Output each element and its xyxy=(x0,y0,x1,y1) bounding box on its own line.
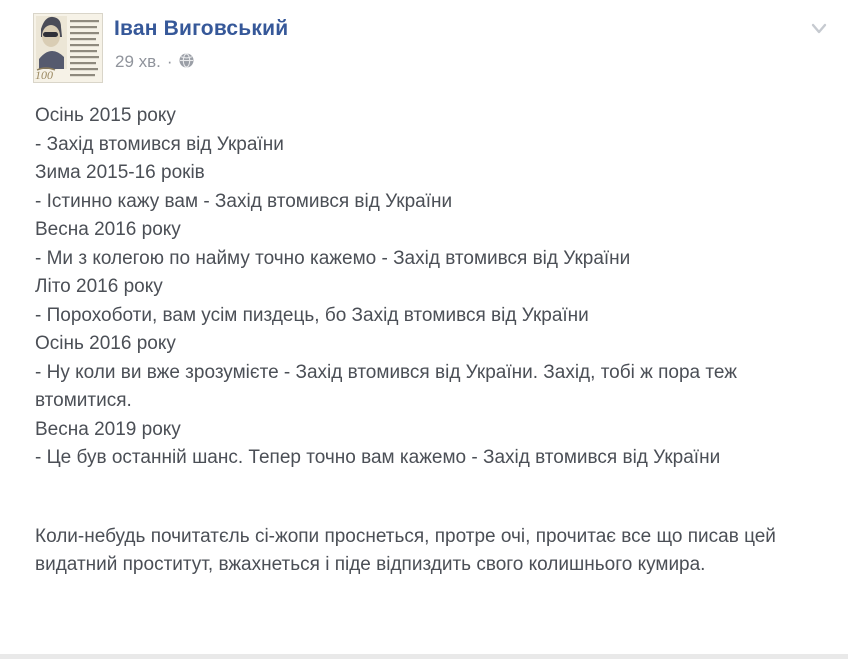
post-meta xyxy=(115,51,194,73)
closing-paragraph: Коли-небудь почитатєль сі-жопи проснеться, протре очі, прочитає все що писав цей видатний проститут, вжахнеться і піде відпиздить свого колишнього кумира. xyxy=(35,525,776,575)
post-body-text xyxy=(35,102,814,580)
post-line: Весна 2016 року xyxy=(35,219,181,240)
globe-icon xyxy=(179,53,194,73)
timestamp-link[interactable]: 29 хв. xyxy=(115,52,161,71)
post-line: Осінь 2015 року xyxy=(35,105,176,126)
post-line: - Ну коли ви вже зрозумієте - Захід втомився від України. Захід, тобі ж пора теж втомитися. xyxy=(35,361,737,411)
bottom-divider xyxy=(0,654,848,659)
post-options-button[interactable] xyxy=(806,16,832,42)
post-header xyxy=(0,0,848,96)
post-line: Літо 2016 року xyxy=(35,276,163,297)
post-line: - Ми з колегою по найму точно кажемо - Захід втомився від України xyxy=(35,247,631,269)
stamp-avatar-image xyxy=(33,13,103,83)
post-line: - Істинно кажу вам - Захід втомився від України xyxy=(35,190,453,212)
post-line: - Порохоботи, вам усім пиздець, бо Захід втомився від України xyxy=(35,304,589,326)
author-name-link[interactable]: Іван Виговський xyxy=(114,17,289,40)
post-line: Зима 2015-16 років xyxy=(35,162,205,183)
stamp-number-label: 100 xyxy=(35,68,53,82)
chevron-down-icon xyxy=(810,22,828,36)
post-line: - Захід втомився від України xyxy=(35,133,284,155)
post-line: Осінь 2016 року xyxy=(35,333,176,354)
post-line: - Це був останній шанс. Тепер точно вам кажемо - Захід втомився від України xyxy=(35,447,721,468)
post-line: Весна 2019 року xyxy=(35,418,181,440)
meta-separator: · xyxy=(166,52,173,71)
avatar[interactable] xyxy=(33,13,103,83)
